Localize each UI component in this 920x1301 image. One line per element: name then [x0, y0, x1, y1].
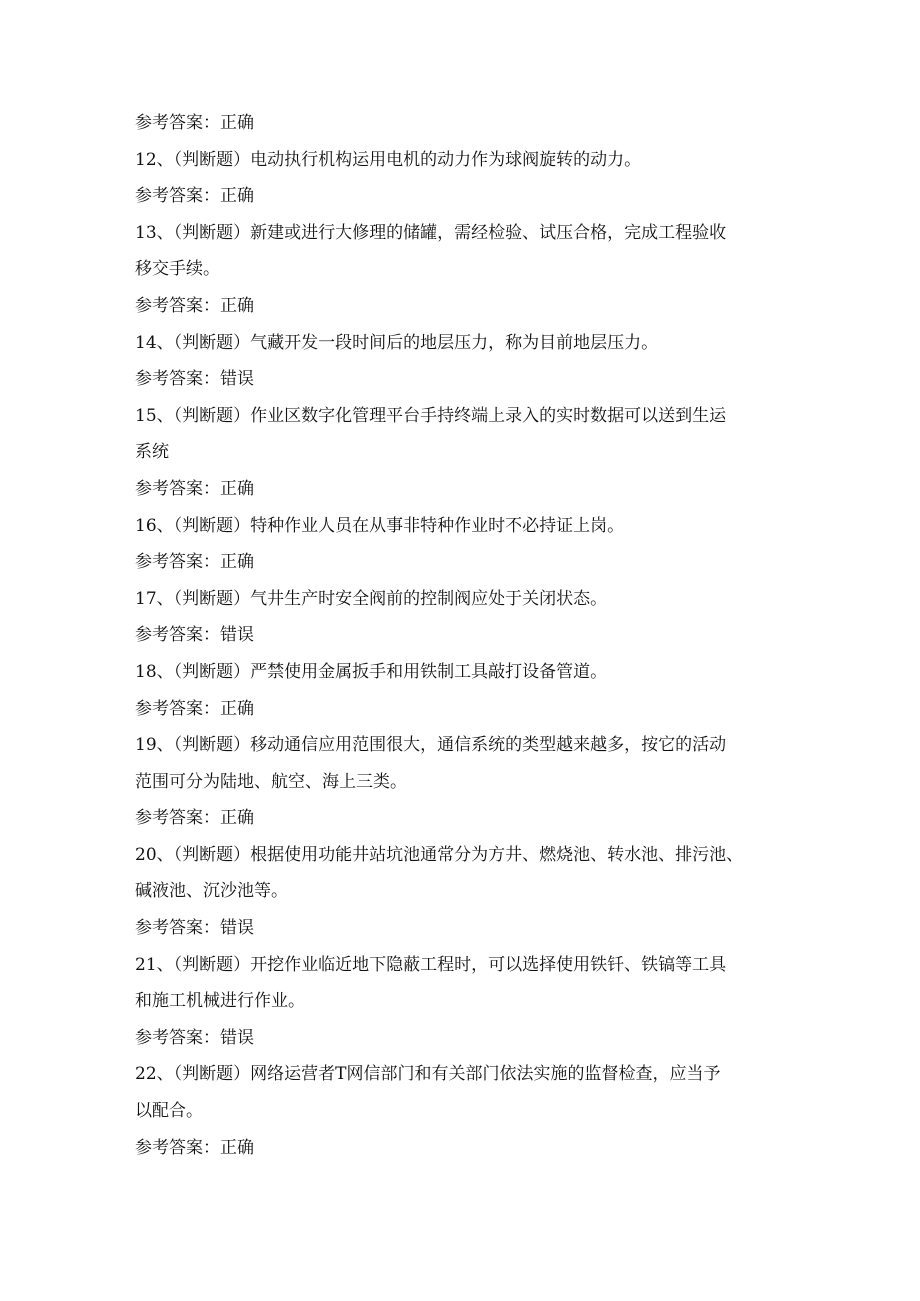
answer-line: 参考答案：正确: [135, 552, 254, 573]
question-line: 14、（判断题）气藏开发一段时间后的地层压力，称为目前地层压力。: [135, 332, 659, 353]
answer-line: 参考答案：正确: [135, 478, 254, 499]
question-continuation: 和施工机械进行作业。: [135, 991, 305, 1012]
question-line: 16、（判断题）特种作业人员在从事非特种作业时不必持证上岗。: [135, 515, 625, 536]
answer-line: 参考答案：错误: [135, 918, 254, 939]
question-continuation: 碱液池、沉沙池等。: [135, 881, 288, 902]
question-line: 22、（判断题）网络运营者T网信部门和有关部门依法实施的监督检查，应当予: [135, 1064, 721, 1085]
question-line: 20、（判断题）根据使用功能井站坑池通常分为方井、燃烧池、转水池、排污池、: [135, 844, 744, 865]
question-line: 12、（判断题）电动执行机构运用电机的动力作为球阀旋转的动力。: [135, 149, 642, 170]
answer-line: 参考答案：正确: [135, 808, 254, 829]
answer-line: 参考答案：正确: [135, 698, 254, 719]
answer-line: 参考答案：错误: [135, 369, 254, 390]
question-continuation: 范围可分为陆地、航空、海上三类。: [135, 771, 407, 792]
question-continuation: 移交手续。: [135, 259, 220, 280]
answer-line: 参考答案：错误: [135, 625, 254, 646]
question-line: 18、（判断题）严禁使用金属扳手和用铁制工具敲打设备管道。: [135, 661, 608, 682]
question-line: 19、（判断题）移动通信应用范围很大，通信系统的类型越来越多，按它的活动: [135, 735, 727, 756]
question-line: 15、（判断题）作业区数字化管理平台手持终端上录入的实时数据可以送到生运: [135, 405, 727, 426]
answer-line: 参考答案：正确: [135, 295, 254, 316]
question-continuation: 以配合。: [135, 1101, 203, 1122]
answer-line: 参考答案：正确: [135, 113, 254, 133]
question-line: 21、（判断题）开挖作业临近地下隐蔽工程时，可以选择使用铁钎、铁镐等工具: [135, 954, 727, 975]
question-list: [135, 105, 805, 1166]
answer-line: 参考答案：正确: [135, 1137, 254, 1158]
question-continuation: 系统: [135, 442, 169, 463]
answer-line: 参考答案：错误: [135, 1027, 254, 1048]
question-line: 13、（判断题）新建或进行大修理的储罐，需经检验、试压合格，完成工程验收: [135, 222, 727, 243]
answer-line: 参考答案：正确: [135, 186, 254, 207]
question-line: 17、（判断题）气井生产时安全阀前的控制阀应处于关闭状态。: [135, 588, 608, 609]
